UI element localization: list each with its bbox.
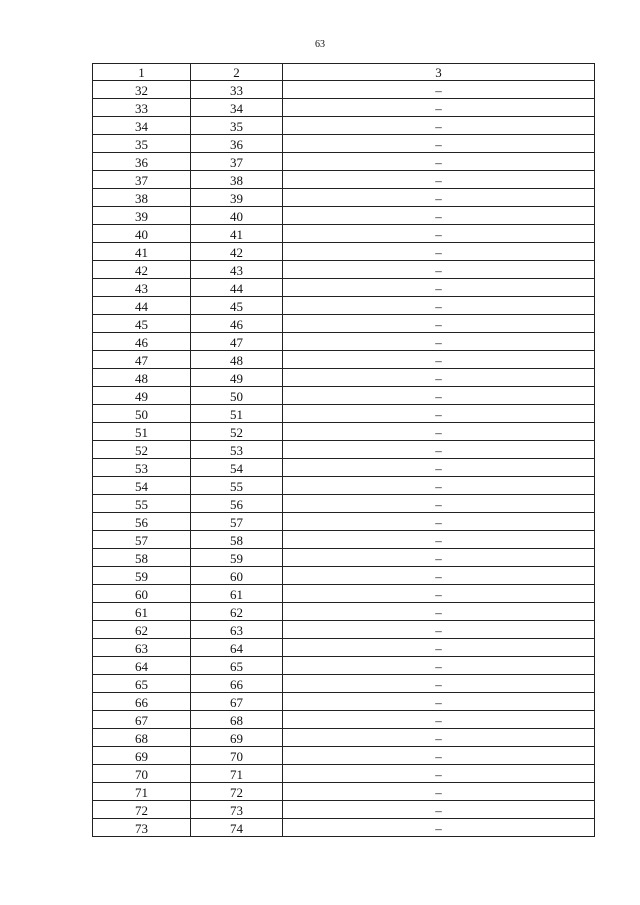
table-cell-col-1: 37: [93, 171, 191, 189]
table-cell-col-2: 35: [191, 117, 283, 135]
table-cell-col-3: –: [283, 225, 595, 243]
table-cell-col-3: –: [283, 189, 595, 207]
table-cell-col-3: –: [283, 261, 595, 279]
table-row: [93, 117, 595, 135]
table-row: [93, 225, 595, 243]
table-cell-col-1: 39: [93, 207, 191, 225]
table-row: [93, 621, 595, 639]
table-cell-col-2: 65: [191, 657, 283, 675]
table-row: [93, 603, 595, 621]
table-cell-col-1: 45: [93, 315, 191, 333]
table-cell-col-1: 44: [93, 297, 191, 315]
table-cell-col-2: 59: [191, 549, 283, 567]
table-cell-col-2: 72: [191, 783, 283, 801]
table-cell-col-2: 46: [191, 315, 283, 333]
table-cell-col-3: –: [283, 765, 595, 783]
table-cell-col-3: –: [283, 405, 595, 423]
table-row: [93, 171, 595, 189]
table-row: [93, 387, 595, 405]
table-cell-col-3: –: [283, 819, 595, 837]
table-cell-col-1: 46: [93, 333, 191, 351]
table-cell-col-1: 69: [93, 747, 191, 765]
table-cell-col-2: 42: [191, 243, 283, 261]
table-cell-col-3: –: [283, 585, 595, 603]
table-body: [93, 81, 595, 837]
table-cell-col-2: 44: [191, 279, 283, 297]
column-header-1: 1: [93, 64, 191, 81]
table-cell-col-2: 45: [191, 297, 283, 315]
table-cell-col-1: 55: [93, 495, 191, 513]
table-cell-col-2: 71: [191, 765, 283, 783]
table-cell-col-2: 34: [191, 99, 283, 117]
table-cell-col-3: –: [283, 99, 595, 117]
table-row: [93, 333, 595, 351]
table-cell-col-1: 36: [93, 153, 191, 171]
table-cell-col-1: 60: [93, 585, 191, 603]
table-cell-col-1: 43: [93, 279, 191, 297]
table-cell-col-3: –: [283, 135, 595, 153]
table-cell-col-3: –: [283, 81, 595, 99]
table-row: [93, 495, 595, 513]
table-cell-col-1: 41: [93, 243, 191, 261]
table-cell-col-2: 61: [191, 585, 283, 603]
table-row: [93, 279, 595, 297]
table-row: [93, 405, 595, 423]
table-cell-col-3: –: [283, 243, 595, 261]
table-row: [93, 639, 595, 657]
table-cell-col-3: –: [283, 621, 595, 639]
table-cell-col-3: –: [283, 747, 595, 765]
table-cell-col-3: –: [283, 531, 595, 549]
table-row: [93, 207, 595, 225]
table-cell-col-2: 56: [191, 495, 283, 513]
table-cell-col-1: 42: [93, 261, 191, 279]
table-cell-col-2: 53: [191, 441, 283, 459]
table-cell-col-1: 40: [93, 225, 191, 243]
table-cell-col-3: –: [283, 333, 595, 351]
table-cell-col-1: 49: [93, 387, 191, 405]
table-cell-col-1: 57: [93, 531, 191, 549]
table-cell-col-3: –: [283, 153, 595, 171]
table-cell-col-1: 61: [93, 603, 191, 621]
table-cell-col-1: 48: [93, 369, 191, 387]
table-cell-col-3: –: [283, 315, 595, 333]
table-cell-col-1: 54: [93, 477, 191, 495]
table-cell-col-1: 68: [93, 729, 191, 747]
table-cell-col-2: 51: [191, 405, 283, 423]
table-cell-col-3: –: [283, 387, 595, 405]
table-cell-col-2: 52: [191, 423, 283, 441]
table-row: [93, 135, 595, 153]
table-row: [93, 801, 595, 819]
table-row: [93, 819, 595, 837]
table-cell-col-3: –: [283, 351, 595, 369]
table-cell-col-3: –: [283, 423, 595, 441]
table-cell-col-2: 58: [191, 531, 283, 549]
table-row: [93, 459, 595, 477]
table-cell-col-2: 69: [191, 729, 283, 747]
table-cell-col-1: 71: [93, 783, 191, 801]
table-cell-col-1: 58: [93, 549, 191, 567]
table-cell-col-1: 53: [93, 459, 191, 477]
table-cell-col-1: 65: [93, 675, 191, 693]
table-row: [93, 585, 595, 603]
table-cell-col-2: 50: [191, 387, 283, 405]
page-number: 63: [315, 39, 325, 50]
table-cell-col-2: 66: [191, 675, 283, 693]
table-cell-col-3: –: [283, 675, 595, 693]
table-row: [93, 81, 595, 99]
table-cell-col-2: 67: [191, 693, 283, 711]
table-row: [93, 549, 595, 567]
table-row: [93, 297, 595, 315]
table-cell-col-2: 49: [191, 369, 283, 387]
table-cell-col-3: –: [283, 567, 595, 585]
table-cell-col-2: 39: [191, 189, 283, 207]
table-row: [93, 531, 595, 549]
table-cell-col-1: 66: [93, 693, 191, 711]
table-cell-col-3: –: [283, 279, 595, 297]
table-cell-col-1: 62: [93, 621, 191, 639]
table-cell-col-2: 74: [191, 819, 283, 837]
table-row: [93, 99, 595, 117]
table-cell-col-1: 32: [93, 81, 191, 99]
table-cell-col-1: 59: [93, 567, 191, 585]
table-cell-col-3: –: [283, 657, 595, 675]
table-cell-col-1: 56: [93, 513, 191, 531]
table-cell-col-3: –: [283, 297, 595, 315]
table-cell-col-1: 50: [93, 405, 191, 423]
table-cell-col-1: 52: [93, 441, 191, 459]
table-row: [93, 513, 595, 531]
table-cell-col-1: 73: [93, 819, 191, 837]
table-row: [93, 189, 595, 207]
table-cell-col-3: –: [283, 171, 595, 189]
column-header-3: 3: [283, 64, 595, 81]
table-cell-col-1: 70: [93, 765, 191, 783]
table-cell-col-1: 34: [93, 117, 191, 135]
table-cell-col-2: 68: [191, 711, 283, 729]
table-cell-col-1: 51: [93, 423, 191, 441]
table-cell-col-1: 47: [93, 351, 191, 369]
data-table: [92, 63, 595, 837]
table-cell-col-2: 43: [191, 261, 283, 279]
table-cell-col-3: –: [283, 603, 595, 621]
table-row: [93, 693, 595, 711]
table-cell-col-2: 57: [191, 513, 283, 531]
table-cell-col-2: 73: [191, 801, 283, 819]
table-cell-col-2: 63: [191, 621, 283, 639]
table-row: [93, 351, 595, 369]
table-row: [93, 315, 595, 333]
header-row: [93, 64, 595, 81]
table-row: [93, 423, 595, 441]
table-cell-col-2: 70: [191, 747, 283, 765]
column-header-2: 2: [191, 64, 283, 81]
table-cell-col-3: –: [283, 207, 595, 225]
table-cell-col-3: –: [283, 513, 595, 531]
table-row: [93, 153, 595, 171]
table-cell-col-3: –: [283, 477, 595, 495]
table-row: [93, 567, 595, 585]
table-cell-col-3: –: [283, 783, 595, 801]
table-row: [93, 657, 595, 675]
table-cell-col-1: 64: [93, 657, 191, 675]
table-row: [93, 747, 595, 765]
table-cell-col-3: –: [283, 639, 595, 657]
table-cell-col-2: 37: [191, 153, 283, 171]
table-row: [93, 243, 595, 261]
table-row: [93, 441, 595, 459]
table-cell-col-3: –: [283, 549, 595, 567]
table-cell-col-1: 67: [93, 711, 191, 729]
table-row: [93, 369, 595, 387]
table-row: [93, 261, 595, 279]
table-cell-col-1: 38: [93, 189, 191, 207]
table-cell-col-1: 72: [93, 801, 191, 819]
table-cell-col-1: 33: [93, 99, 191, 117]
table-cell-col-3: –: [283, 693, 595, 711]
table-row: [93, 711, 595, 729]
table-cell-col-2: 54: [191, 459, 283, 477]
table-cell-col-2: 62: [191, 603, 283, 621]
table-row: [93, 477, 595, 495]
table-cell-col-2: 60: [191, 567, 283, 585]
table-row: [93, 729, 595, 747]
table-cell-col-3: –: [283, 441, 595, 459]
table-cell-col-3: –: [283, 117, 595, 135]
table-cell-col-2: 33: [191, 81, 283, 99]
table-cell-col-2: 48: [191, 351, 283, 369]
table-cell-col-2: 55: [191, 477, 283, 495]
table-row: [93, 765, 595, 783]
table-cell-col-3: –: [283, 729, 595, 747]
table-cell-col-2: 36: [191, 135, 283, 153]
table-cell-col-3: –: [283, 495, 595, 513]
table-cell-col-2: 64: [191, 639, 283, 657]
table-cell-col-2: 40: [191, 207, 283, 225]
table-cell-col-1: 35: [93, 135, 191, 153]
table-cell-col-3: –: [283, 711, 595, 729]
table-cell-col-3: –: [283, 459, 595, 477]
table-cell-col-2: 47: [191, 333, 283, 351]
table-row: [93, 783, 595, 801]
table-row: [93, 675, 595, 693]
table-cell-col-3: –: [283, 801, 595, 819]
table-cell-col-2: 41: [191, 225, 283, 243]
table-cell-col-3: –: [283, 369, 595, 387]
table-cell-col-2: 38: [191, 171, 283, 189]
table-cell-col-1: 63: [93, 639, 191, 657]
